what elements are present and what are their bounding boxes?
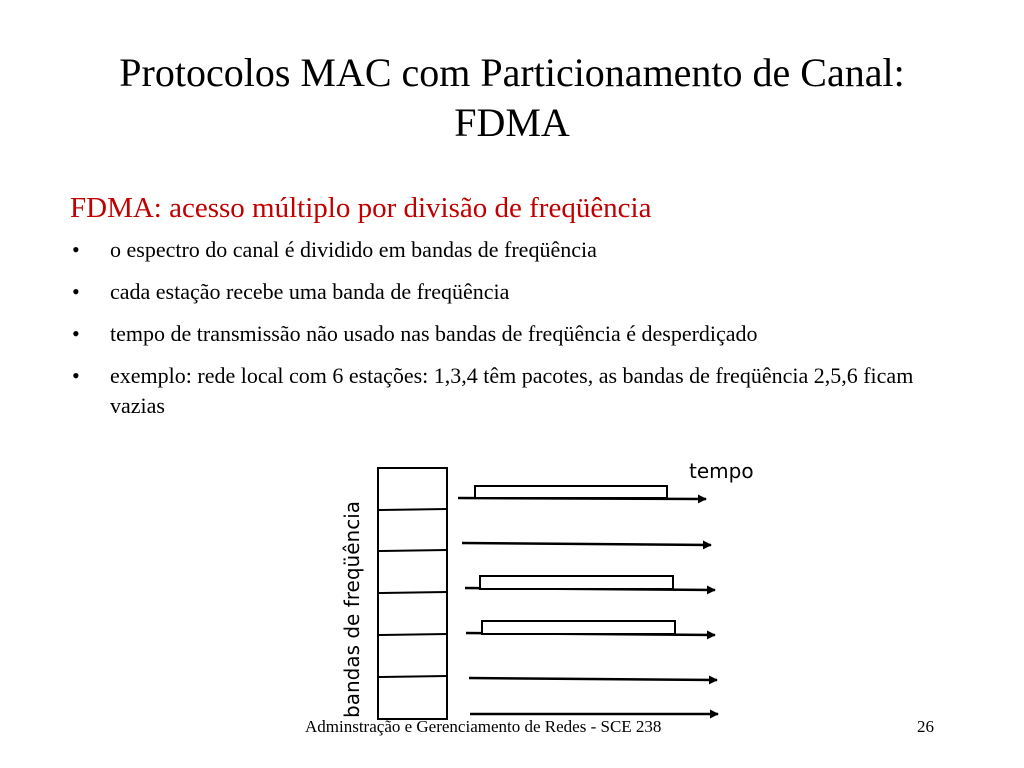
band-2-time-arrow bbox=[462, 543, 711, 545]
bullet-dot: • bbox=[72, 321, 80, 346]
subheading: FDMA: acesso múltiplo por divisão de freqüência bbox=[70, 192, 652, 224]
page-number: 26 bbox=[917, 717, 934, 736]
band-divider bbox=[378, 634, 447, 635]
slide-title: Protocolos MAC com Particionamento de Canal: FDMA bbox=[119, 50, 905, 145]
bullet-dot: • bbox=[72, 363, 80, 388]
bullet-dot: • bbox=[72, 237, 80, 262]
band-1-packet bbox=[475, 486, 667, 498]
bullet-text: cada estação recebe uma banda de freqüência bbox=[110, 279, 510, 304]
band-divider bbox=[378, 592, 447, 593]
bullet-dot: • bbox=[72, 279, 80, 304]
bullet-text: tempo de transmissão não usado nas bandas de freqüência é desperdiçado bbox=[110, 321, 758, 346]
bullet-text: o espectro do canal é dividido em bandas de freqüência bbox=[110, 237, 597, 262]
band-divider bbox=[378, 676, 447, 677]
frequency-axis-label: bandas de freqüência bbox=[340, 500, 364, 718]
band-3-packet bbox=[480, 576, 673, 589]
footer-text: Adminstração e Gerenciamento de Redes - SCE 238 bbox=[305, 717, 662, 736]
bullet-text: exemplo: rede local com 6 estações: 1,3,4 têm pacotes, as bandas de freqüência 2,5,6 ficam vazias bbox=[110, 363, 914, 418]
band-5-time-arrow bbox=[469, 678, 717, 680]
band-divider bbox=[378, 509, 447, 510]
band-4-packet bbox=[482, 621, 675, 634]
band-divider bbox=[378, 550, 447, 551]
time-label: tempo bbox=[689, 459, 754, 483]
